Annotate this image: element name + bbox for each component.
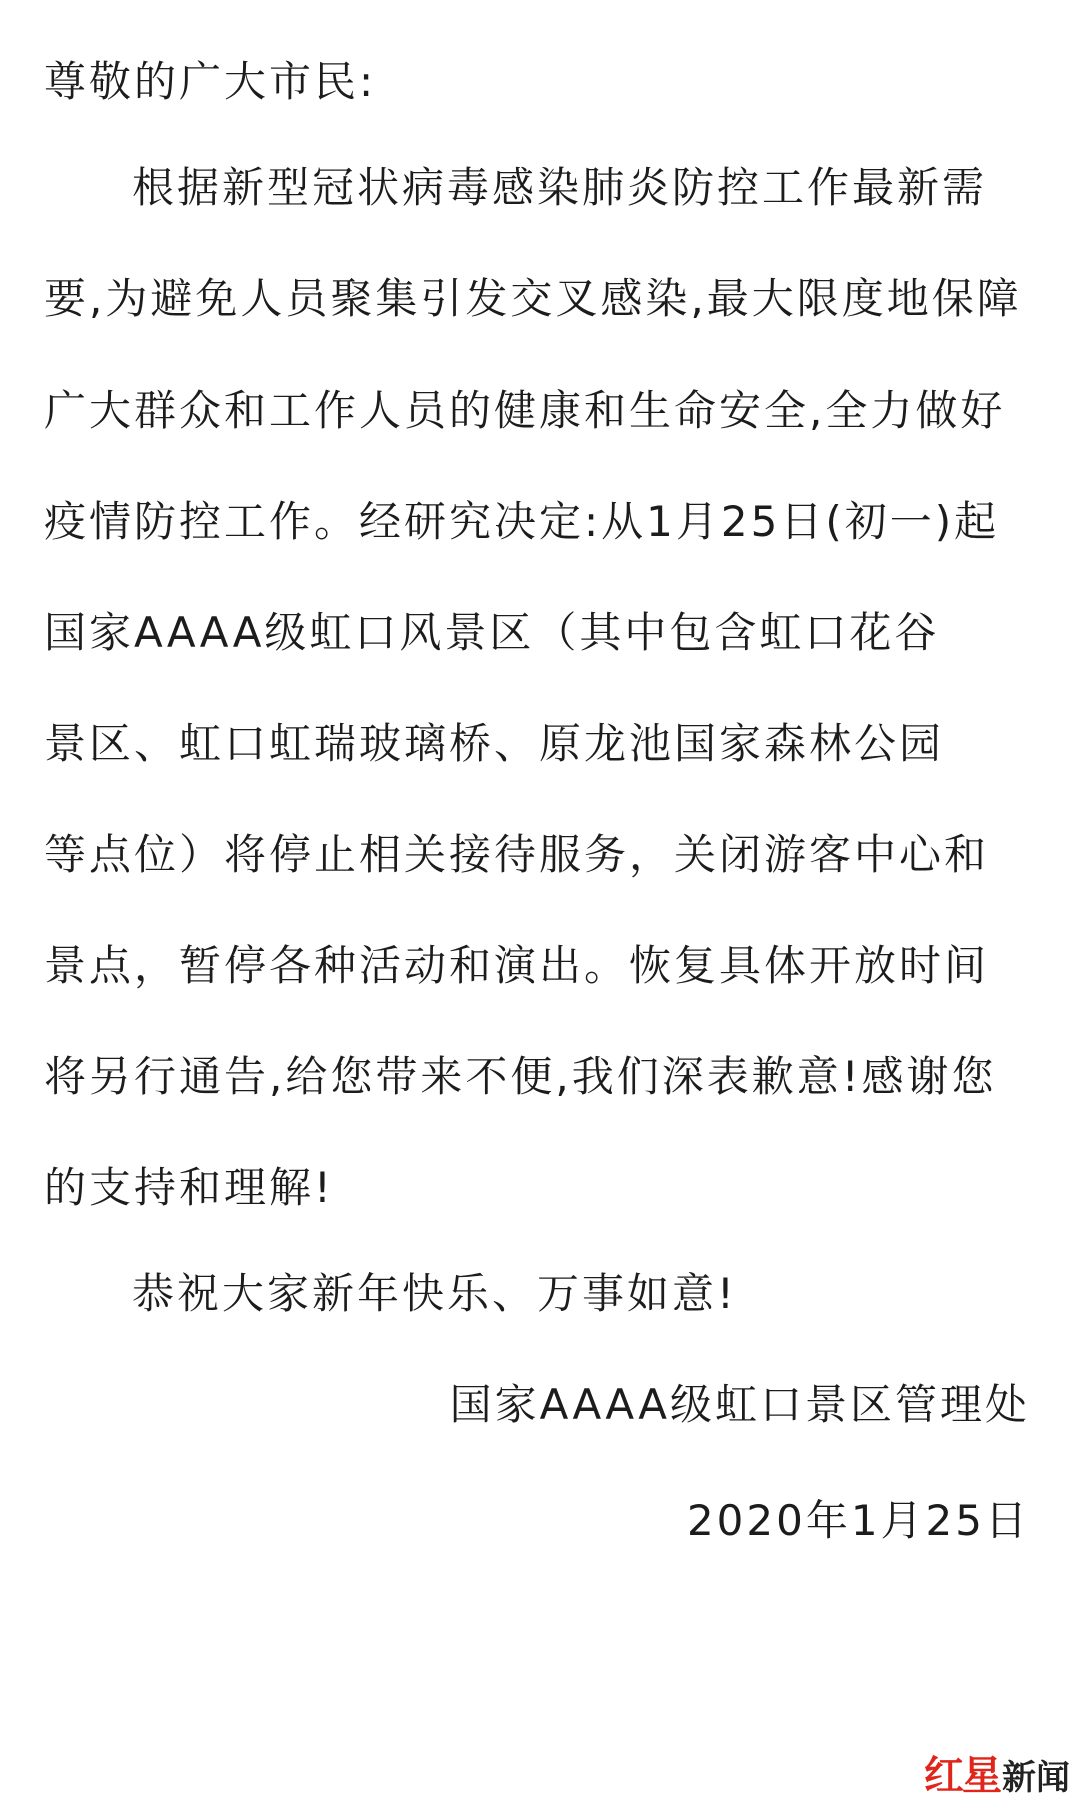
body-line-2: 要,为避免人员聚集引发交叉感染,最大限度地保障 bbox=[44, 274, 1022, 323]
date: 2020年1月25日 bbox=[686, 1496, 1030, 1545]
body-line-4: 疫情防控工作。经研究决定:从1月25日(初一)起 bbox=[44, 497, 1000, 546]
body-line-8: 景点，暂停各种活动和演出。恢复具体开放时间 bbox=[44, 941, 990, 990]
body-line-3: 广大群众和工作人员的健康和生命安全,全力做好 bbox=[44, 386, 1006, 435]
body-line-10: 的支持和理解! bbox=[44, 1163, 334, 1212]
watermark-logo bbox=[924, 1751, 1070, 1803]
watermark-brand-black: 新闻 bbox=[1002, 1758, 1070, 1798]
greeting: 恭祝大家新年快乐、万事如意! bbox=[132, 1269, 737, 1318]
watermark-brand-red: 红星 bbox=[924, 1752, 1000, 1799]
body-line-1: 根据新型冠状病毒感染肺炎防控工作最新需 bbox=[132, 163, 988, 212]
body-line-9: 将另行通告,给您带来不便,我们深表歉意!感谢您 bbox=[44, 1052, 997, 1101]
body-line-5: 国家AAAA级虹口风景区（其中包含虹口花谷 bbox=[44, 608, 940, 657]
signature: 国家AAAA级虹口景区管理处 bbox=[449, 1380, 1030, 1429]
body-line-6: 景区、虹口虹瑞玻璃桥、原龙池国家森林公园 bbox=[44, 719, 945, 768]
body-line-7: 等点位）将停止相关接待服务，关闭游客中心和 bbox=[44, 830, 990, 879]
salutation: 尊敬的广大市民: bbox=[44, 57, 377, 106]
